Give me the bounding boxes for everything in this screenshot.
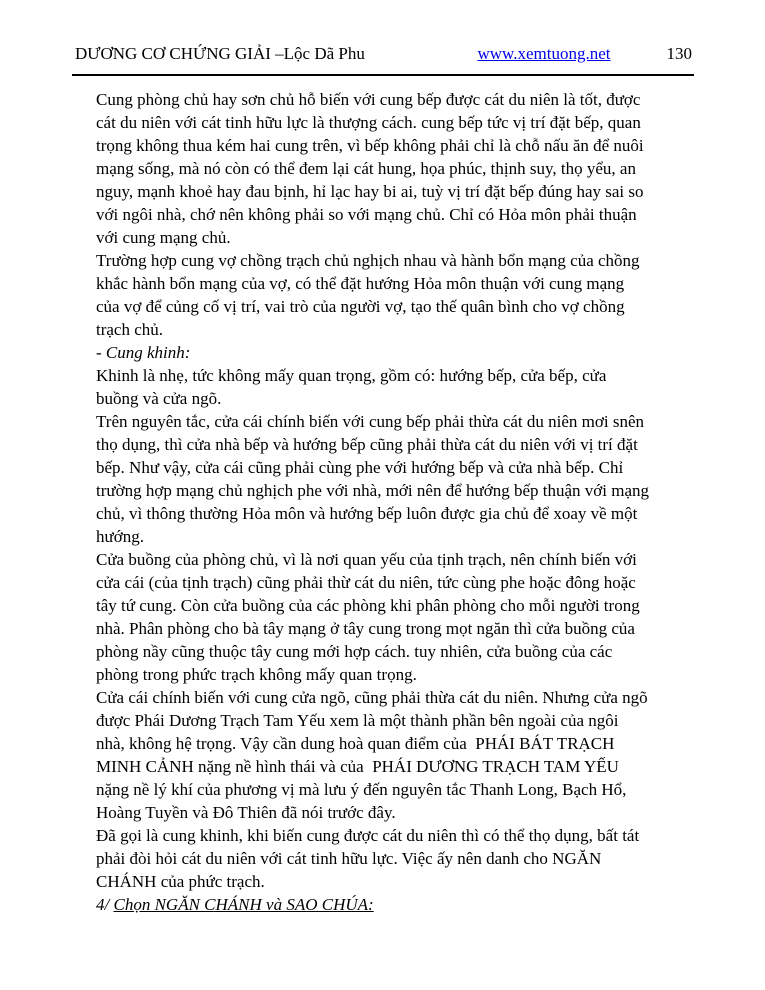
heading-text: Chọn NGĂN CHÁNH và SAO CHÚA: [113, 895, 374, 914]
text-line: của vợ để củng cố vị trí, vai trò của người vợ, tạo thế quân bình cho vợ chồng [96, 297, 625, 316]
document-body [96, 88, 705, 916]
text-line: MINH CẢNH nặng nề hình thái và của PHÁI DƯƠNG TRẠCH TAM YẾU [96, 757, 619, 776]
text-line: CHÁNH của phức trạch. [96, 872, 265, 891]
text-line: - Cung khinh: [96, 343, 191, 362]
text-line: được Phái Dương Trạch Tam Yếu xem là một thành phần bên ngoài của ngôi [96, 711, 619, 730]
section-heading [96, 893, 705, 916]
page-header [0, 0, 765, 64]
text-line: nguy, mạnh khoẻ hay đau bịnh, hỉ lạc hay bi ai, tuỳ vị trí đặt bếp đúng hay sai so [96, 182, 644, 201]
text-line: trạch chủ. [96, 320, 164, 339]
text-line: hướng. [96, 527, 144, 546]
text-line: phòng nầy cũng thuộc tây cung mới hợp cách. tuy nhiên, cửa buồng của các [96, 642, 613, 661]
text-line: tây tứ cung. Còn cửa buồng của các phòng khi phân phòng cho mỗi người trong [96, 596, 640, 615]
text-line: chủ, vì thông thường Hỏa môn và hướng bếp luôn được gia chủ để xoay về một [96, 504, 638, 523]
text-line: khắc hành bổn mạng của vợ, có thể đặt hướng Hỏa môn thuận với cung mạng [96, 274, 625, 293]
text-line: nhà, không hệ trọng. Vậy cần dung hoà quan điểm của PHÁI BÁT TRẠCH [96, 734, 615, 753]
text-line: Trường hợp cung vợ chồng trạch chủ nghịch nhau và hành bổn mạng của chồng [96, 251, 640, 270]
text-line: cửa cái (của tịnh trạch) cũng phải thừ cát du niên, tức cùng phe hoặc đông hoặc [96, 573, 636, 592]
website-link[interactable]: www.xemtuong.net [477, 44, 611, 63]
text-line: Cung phòng chủ hay sơn chủ hỗ biến với cung bếp được cát du niên là tốt, được [96, 90, 641, 109]
document-title: DƯƠNG CƠ CHỨNG GIẢI –Lộc Dã Phu [75, 44, 365, 63]
text-line: buồng và cửa ngõ. [96, 389, 222, 408]
text-line: thọ dụng, thì cửa nhà bếp và hướng bếp cũng phải thừa cát du niên với vị trí đặt [96, 435, 638, 454]
text-line: mạng sống, mà nó còn có thể đem lại cát hung, họa phúc, thịnh suy, thọ yểu, an [96, 159, 636, 178]
text-line: nhà. Phân phòng cho bà tây mạng ở tây cung trong mọt ngăn thì cửa buồng của [96, 619, 635, 638]
text-line: trọng không thua kém hai cung trên, vì bếp không phải chỉ là chỗ nấu ăn để nuôi [96, 136, 644, 155]
text-line: Trên nguyên tắc, cửa cái chính biến với cung bếp phải thừa cát du niên mơi snên [96, 412, 644, 431]
text-line: Hoàng Tuyền và Đô Thiên đã nói trước đây. [96, 803, 396, 822]
page-number: 130 [666, 44, 692, 63]
heading-number: 4/ [96, 895, 114, 914]
text-line: với cung mạng chủ. [96, 228, 231, 247]
header-divider [72, 74, 694, 76]
text-line: Khinh là nhẹ, tức không mấy quan trọng, gồm có: hướng bếp, cửa bếp, cửa [96, 366, 607, 385]
text-line: Cửa cái chính biến với cung cửa ngõ, cũng phải thừa cát du niên. Nhưng cửa ngõ [96, 688, 648, 707]
text-line: phòng trong phức trạch không mấy quan trọng. [96, 665, 417, 684]
text-line: Đã gọi là cung khinh, khi biến cung được cát du niên thì có thể thọ dụng, bất tát [96, 826, 640, 845]
text-line: phải đòi hỏi cát du niên với cát tinh hữu lực. Việc ấy nên danh cho NGĂN [96, 849, 602, 868]
text-line: Cửa buồng của phòng chủ, vì là nơi quan yếu của tịnh trạch, nên chính biến với [96, 550, 637, 569]
text-line: trường hợp mạng chủ nghịch phe với nhà, mới nên để hướng bếp thuận với mạng [96, 481, 649, 500]
text-line: với ngôi nhà, chớ nên không phải so với mạng chủ. Chỉ có Hỏa môn phải thuận [96, 205, 637, 224]
text-line: cát du niên với cát tinh hữu lực là thượng cách. cung bếp tức vị trí đặt bếp, quan [96, 113, 641, 132]
text-line: nặng nề lý khí của phương vị mà lưu ý đến nguyên tắc Thanh Long, Bạch Hổ, [96, 780, 627, 799]
text-line: bếp. Như vậy, cửa cái cũng phải cùng phe với hướng bếp và cửa nhà bếp. Chỉ [96, 458, 624, 477]
